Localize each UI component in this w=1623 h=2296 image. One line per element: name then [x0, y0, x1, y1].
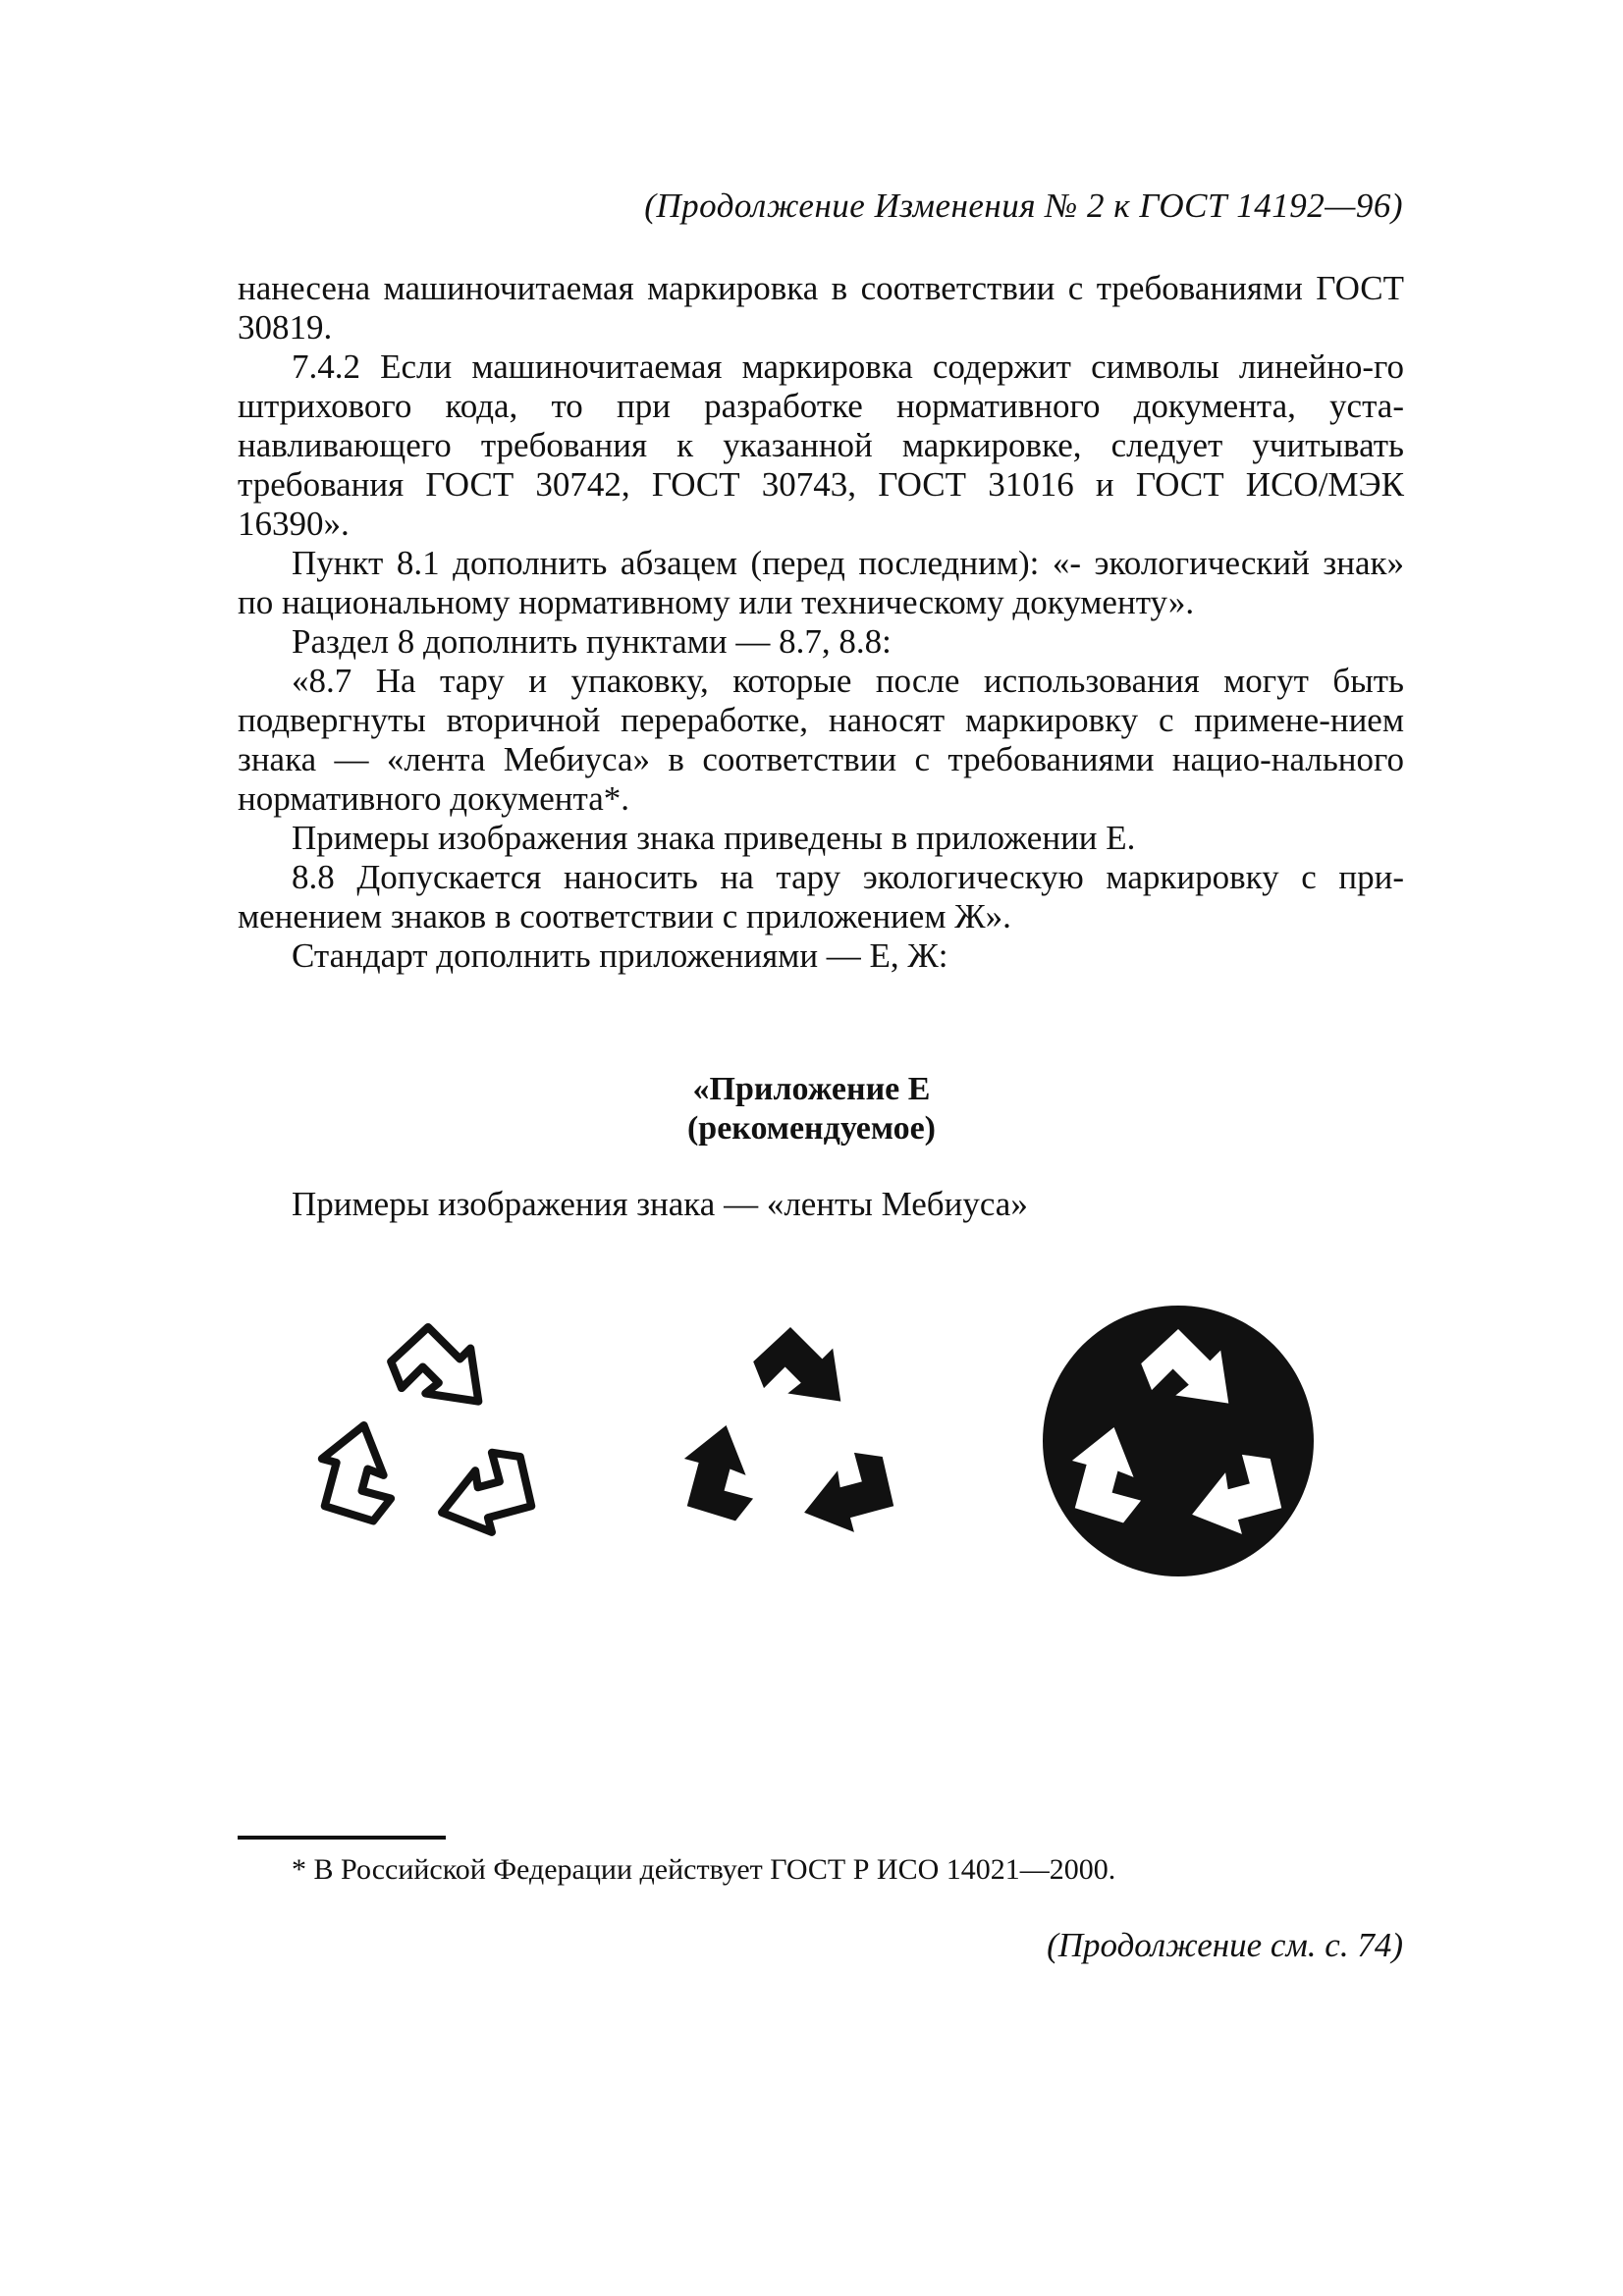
paragraph: «8.7 На тару и упаковку, которые после использования могут быть подвергнуты вторичной переработке, наносят маркировку с примене-нием знака — «лента Мебиуса» в соответствии с требованиями нацио-нального нормативного документа*.	[238, 662, 1404, 818]
mobius-outline-icon	[296, 1296, 561, 1571]
mobius-in-circle-icon	[1031, 1288, 1325, 1582]
appendix-subtitle: (рекомендуемое)	[686, 1110, 937, 1147]
paragraph: нанесена машиночитаемая маркировка в соответствии с требованиями ГОСТ 30819.	[238, 269, 1404, 347]
paragraph: 7.4.2 Если машиночитаемая маркировка содержит символы линейно-го штрихового кода, то при разработке нормативного документа, уста-навливающего требования к указанной маркировке, следует учитывать требования ГОСТ 30742, ГОСТ 30743, ГОСТ 31016 и ГОСТ ИСО/МЭК 16390».	[238, 347, 1404, 543]
appendix-title: «Приложение Е	[692, 1071, 931, 1107]
paragraph: 8.8 Допускается наносить на тару экологическую маркировку с при-менением знаков в соответствии с приложением Ж».	[238, 858, 1404, 935]
footnote: * В Российской Федерации действует ГОСТ Р ИСО 14021—2000.	[292, 1853, 1116, 1886]
paragraph: Примеры изображения знака приведены в приложении Е.	[292, 819, 1136, 857]
paragraph: Стандарт дополнить приложениями — Е, Ж:	[292, 936, 948, 975]
symbols-caption: Примеры изображения знака — «ленты Мебиуса»	[292, 1185, 1028, 1223]
appendix-heading	[0, 1070, 1623, 1148]
body-text	[238, 269, 1404, 976]
header-continuation: (Продолжение Изменения № 2 к ГОСТ 14192—96)	[644, 187, 1403, 225]
mobius-solid-icon	[658, 1296, 923, 1571]
paragraph: Пункт 8.1 дополнить абзацем (перед последним): «- экологический знак» по национальному нормативному или техническому документу».	[238, 544, 1404, 621]
footnote-divider	[238, 1836, 446, 1840]
paragraph: Раздел 8 дополнить пунктами — 8.7, 8.8:	[292, 622, 892, 661]
footer-continuation: (Продолжение см. с. 74)	[1047, 1926, 1403, 1964]
